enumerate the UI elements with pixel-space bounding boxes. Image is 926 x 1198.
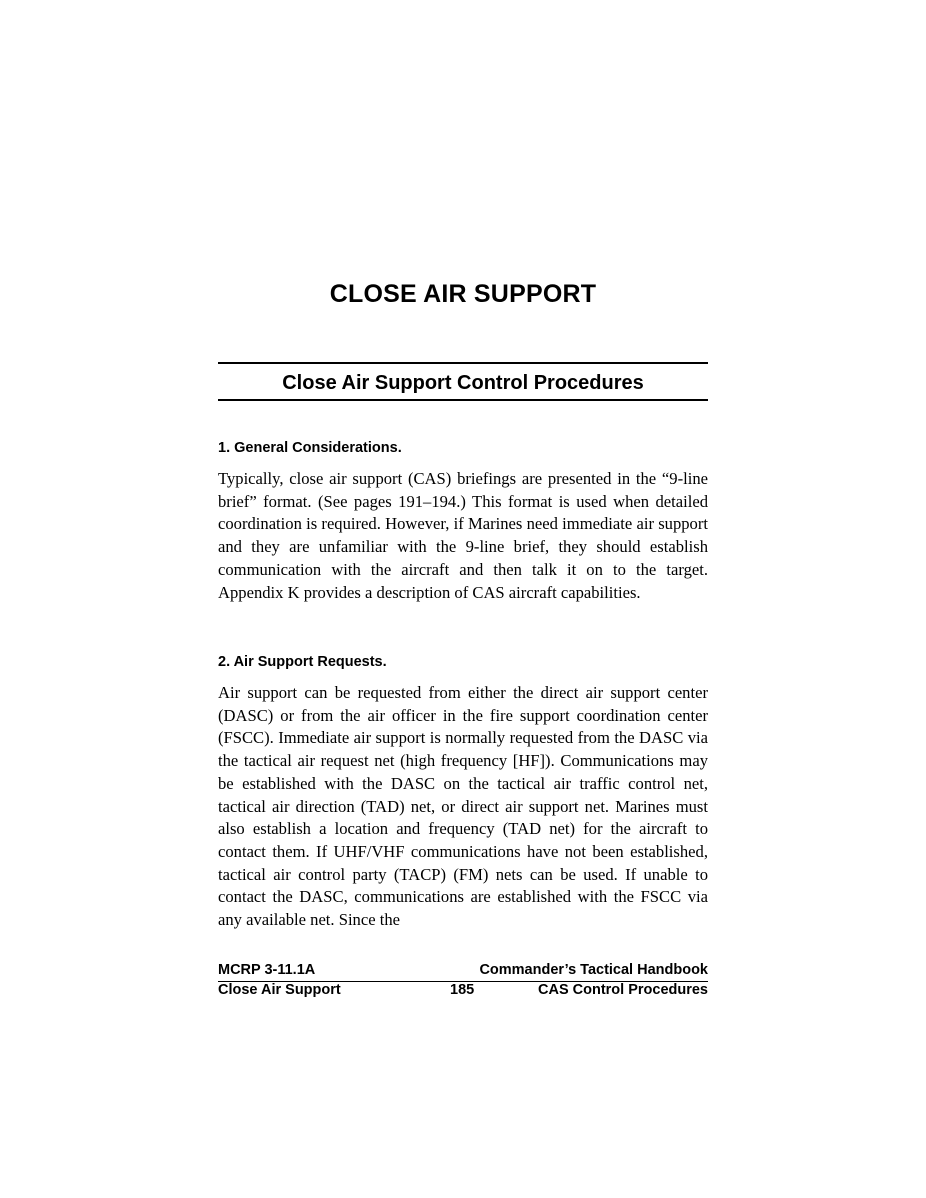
page-footer xyxy=(218,962,708,1001)
footer-top-row xyxy=(218,962,708,981)
subsection-heading-air-support-requests: 2. Air Support Requests. xyxy=(218,654,387,670)
footer-bottom-row xyxy=(218,982,708,1001)
footer-section: CAS Control Procedures xyxy=(538,982,708,998)
footer-publication: MCRP 3-11.1A xyxy=(218,962,316,978)
footer-chapter: Close Air Support xyxy=(218,982,341,998)
footer-handbook-title: Commander’s Tactical Handbook xyxy=(479,962,708,978)
chapter-title: CLOSE AIR SUPPORT xyxy=(329,280,597,308)
section-title: Close Air Support Control Procedures xyxy=(282,372,644,394)
subsection-heading-general-considerations: 1. General Considerations. xyxy=(218,440,402,456)
section-rule-top xyxy=(218,362,708,364)
paragraph-general-considerations: Typically, close air support (CAS) briefings are presented in the “9-line brief” format. (See pages 191–194.) This format is used when detailed coordination is required. However, if Marines need immediate air support and they are unfamiliar with the 9-line brief, they should establish communication with the aircraft and then talk it on to the target. Appendix K provides a description of CAS aircraft capabilities. xyxy=(218,469,708,602)
paragraph-air-support-requests: Air support can be requested from either the direct air support center (DASC) or from the air officer in the fire support coordination center (FSCC). Immediate air support is normally requested from the DASC via the tactical air request net (high frequency [HF]). Communications may be established with the DASC on the tactical air traffic control net, tactical air direction (TAD) net, or direct air support net. Marines must also establish a location and frequency (TAD net) for the aircraft to contact them. If UHF/VHF communications have not been established, tactical air control party (TACP) (FM) nets can be used. If unable to contact the DASC, communications are established with the FSCC via any available net. Since the xyxy=(218,683,708,930)
page-number: 185 xyxy=(450,982,475,998)
section-rule-bottom xyxy=(218,399,708,401)
